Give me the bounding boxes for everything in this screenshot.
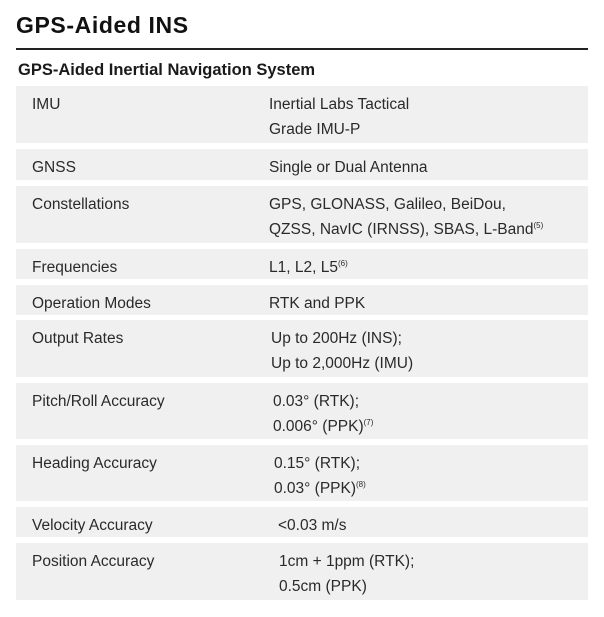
spec-label: IMU: [32, 96, 61, 113]
spec-value-line: [269, 92, 579, 117]
spec-value-line: [279, 574, 589, 599]
spec-value-line: [274, 451, 584, 476]
spec-row: [16, 320, 588, 377]
spec-label: Constellations: [32, 196, 130, 213]
spec-label: Pitch/Roll Accuracy: [32, 393, 165, 410]
spec-value-text: RTK and PPK: [269, 295, 366, 312]
spec-value-line: [269, 255, 579, 280]
spec-row: [16, 507, 588, 537]
spec-value-text: Up to 200Hz (INS);: [271, 330, 402, 347]
spec-value-line: [273, 389, 583, 414]
spec-value-line: [273, 414, 583, 439]
spec-value-line: [274, 476, 584, 501]
spec-value-text: Inertial Labs Tactical: [269, 96, 410, 113]
spec-row: [16, 285, 588, 315]
spec-label: Frequencies: [32, 259, 118, 276]
footnote-ref: (5): [533, 221, 544, 230]
spec-value: [269, 291, 579, 316]
spec-label: Heading Accuracy: [32, 455, 157, 472]
spec-value-text: Grade IMU-P: [269, 121, 361, 138]
spec-value-line: [278, 513, 588, 538]
spec-value: [274, 451, 584, 501]
title-divider: [16, 48, 588, 50]
footnote-ref: (7): [363, 418, 374, 427]
spec-value: [278, 513, 588, 538]
spec-value-line: [271, 351, 581, 376]
spec-row: [16, 186, 588, 243]
spec-value: [271, 326, 581, 376]
footnote-ref: (8): [356, 480, 366, 489]
spec-value: [269, 192, 579, 242]
spec-row: [16, 445, 588, 501]
spec-row: [16, 383, 588, 439]
spec-value-text: 0.5cm (PPK): [279, 578, 367, 595]
spec-label: GNSS: [32, 159, 76, 176]
spec-value-text: 0.03° (RTK);: [273, 393, 360, 410]
spec-row: [16, 86, 588, 143]
spec-label: Operation Modes: [32, 295, 151, 312]
footnote-ref: (6): [337, 259, 348, 268]
spec-value-line: [269, 117, 579, 142]
spec-value-text: 0.15° (RTK);: [274, 455, 361, 472]
spec-label: Velocity Accuracy: [32, 517, 153, 534]
spec-value-text: 0.03° (PPK): [274, 480, 357, 497]
spec-row: [16, 543, 588, 600]
spec-value-line: [269, 192, 579, 217]
section-title: GPS-Aided Inertial Navigation System: [18, 61, 316, 79]
spec-value: [269, 255, 579, 280]
spec-value: [279, 549, 589, 599]
spec-value-line: [269, 217, 579, 242]
page-title: GPS-Aided INS: [16, 12, 189, 38]
spec-row: [16, 249, 588, 279]
spec-value-text: Up to 2,000Hz (IMU): [271, 355, 414, 372]
spec-value: [269, 92, 579, 142]
spec-label: Output Rates: [32, 330, 124, 347]
spec-value-text: L1, L2, L5: [269, 259, 338, 276]
spec-value-line: [269, 155, 579, 180]
spec-value-text: Single or Dual Antenna: [269, 159, 428, 176]
spec-label: Position Accuracy: [32, 553, 155, 570]
spec-value-line: [269, 291, 579, 316]
spec-value-text: QZSS, NavIC (IRNSS), SBAS, L-Band: [269, 221, 534, 238]
spec-value: [269, 155, 579, 180]
spec-value: [273, 389, 583, 439]
spec-row: [16, 149, 588, 180]
spec-value-text: 0.006° (PPK): [273, 418, 364, 435]
spec-value-text: <0.03 m/s: [278, 517, 347, 534]
spec-value-line: [279, 549, 589, 574]
spec-value-line: [271, 326, 581, 351]
spec-value-text: 1cm + 1ppm (RTK);: [279, 553, 415, 570]
spec-value-text: GPS, GLONASS, Galileo, BeiDou,: [269, 196, 506, 213]
